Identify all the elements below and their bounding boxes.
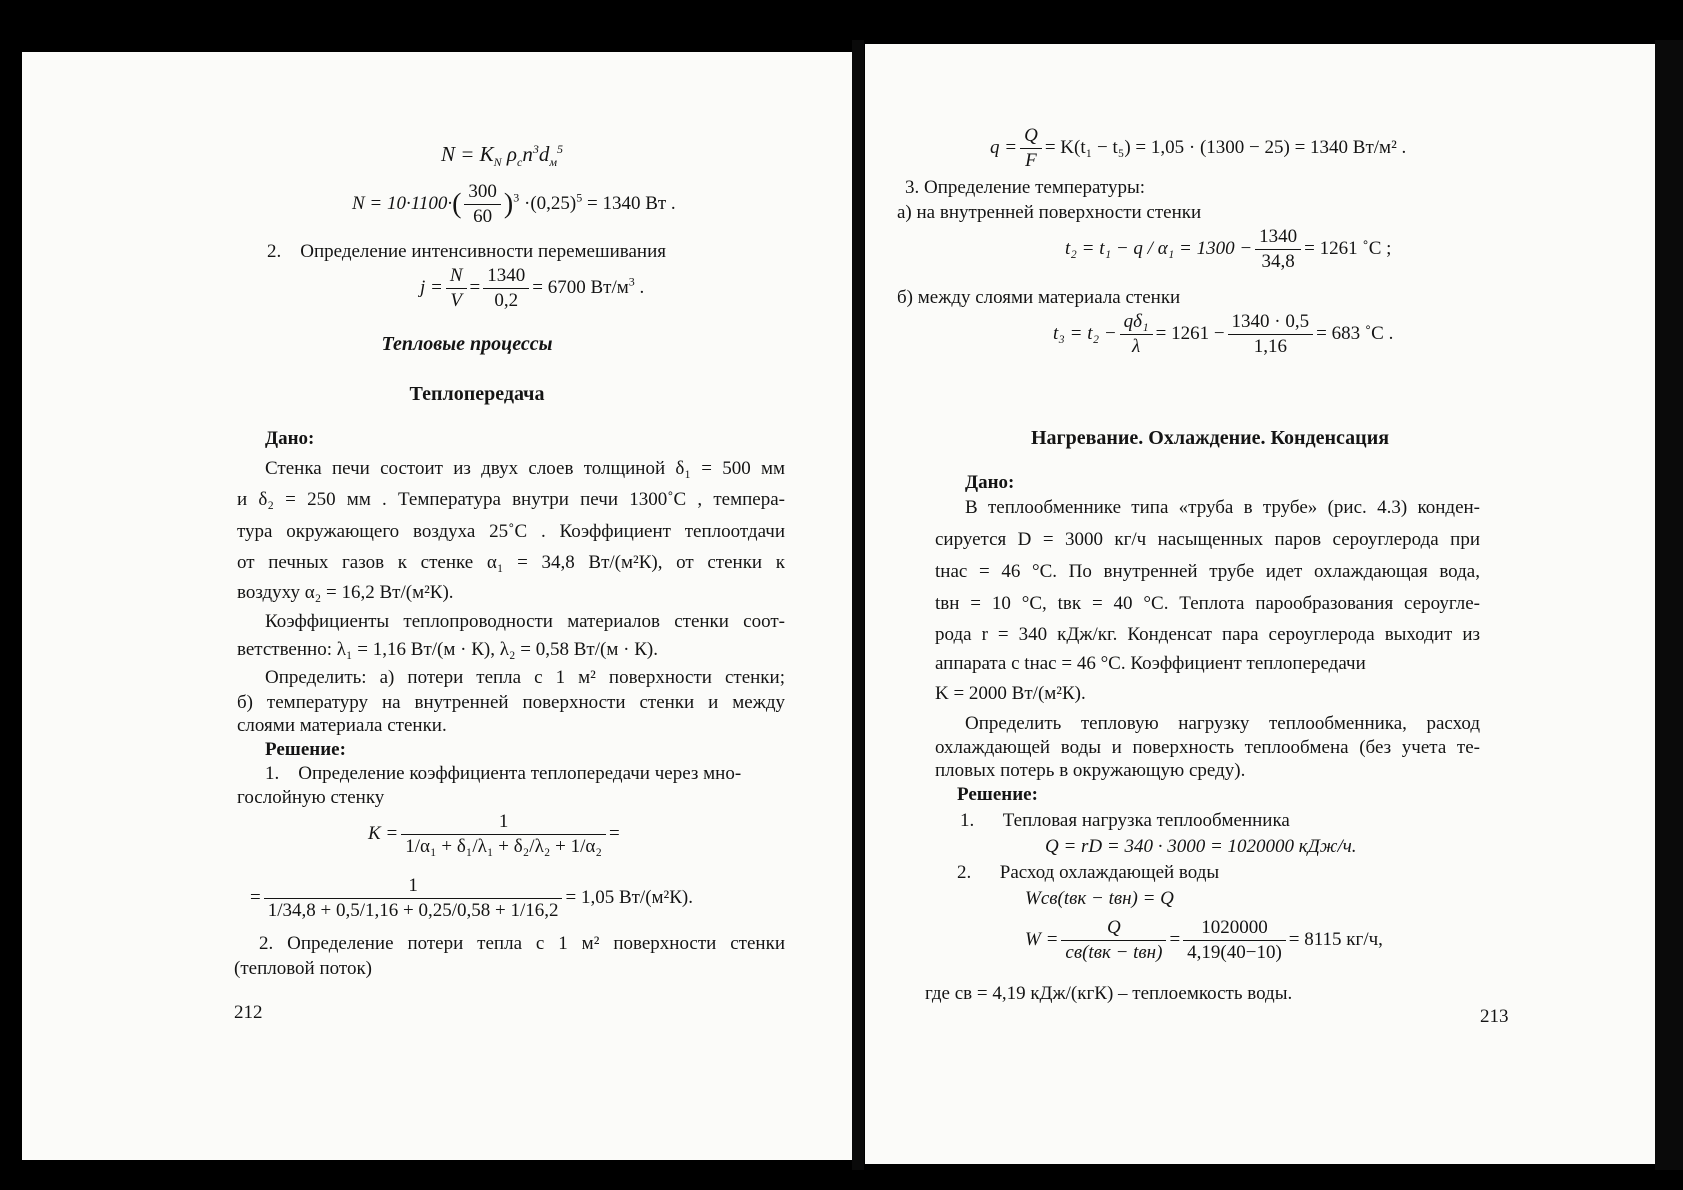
- given-line: слоями материала стенки.: [237, 715, 447, 736]
- given-line: пловых потерь в окружающую среду).: [935, 760, 1246, 781]
- formula-w2: W = $\frac{Q}{\text{cв(tвк − tвн)}}$ = $\frac{1020000}{4,19(40-10)}$ = 8115 кг/ч,: [1025, 917, 1383, 963]
- formula-t2: t₂ = t₁ − q / α₁ = 1300 − $\frac{1340}{34,8}$ = 1261 ˚С ;: [1065, 226, 1392, 272]
- given-line: тура окружающего воздуха 25˚С . Коэффициент теплоотдачи: [237, 521, 785, 542]
- formula-k2: = $\frac{1}{1/34,8 + 0,5/1,16 + 0,25/0,58 + 1/16,2}$ = 1,05 Вт/(м²К).: [250, 875, 694, 921]
- given-line: Коэффициенты теплопроводности материалов стенки соот-: [265, 611, 785, 632]
- formula-q-load: Q = rD = 340 · 3000 = 1020000 кДж/ч.: [1045, 836, 1357, 857]
- solution-step-2: 2. Определение потери тепла с 1 м² поверхности стенки: [259, 933, 785, 954]
- given-line: от печных газов к стенке α₁ = 34,8 Вт/(м²К), от стенки к: [237, 552, 785, 573]
- page-right: [865, 44, 1655, 1164]
- solution-step-1: 1. Определение коэффициента теплопередачи через мно-: [265, 763, 742, 784]
- given-line: В теплообменнике типа «труба в трубе» (рис. 4.3) конден-: [965, 497, 1480, 518]
- page-number: 212: [234, 1002, 263, 1023]
- solution-label: Решение:: [265, 739, 346, 760]
- formula-n-calc: N = 10·1100·( $\frac{300}{60}$ )$^3 \cdot(0,25)^5 = 1340$ Вт .: [352, 181, 676, 227]
- formula-n-general: $N = K_N$ $\rho_cn^3d_м^5$: [440, 142, 564, 170]
- given-label: Дано:: [265, 428, 315, 449]
- formula-k1: K = $\frac{1}{\text{1/α₁ + δ₁/λ₁ + δ₂/λ₂ + 1/α₂}}$ =: [368, 811, 620, 857]
- given-line: K = 2000 Вт/(м²К).: [935, 683, 1086, 704]
- note-heat-capacity: где cв = 4,19 кДж/(кгК) – теплоемкость воды.: [925, 983, 1293, 1004]
- given-label: Дано:: [965, 472, 1015, 493]
- given-line: tнас = 46 °С. По внутренней трубе идет охлаждающая вода,: [935, 561, 1480, 582]
- formula-q: q = $\frac{Q}{F}$ = K(t₁ − t₅) = 1,05 · (1300 − 25) = 1340 Вт/м² .: [990, 125, 1407, 171]
- given-line: сируется D = 3000 кг/ч насыщенных паров сероуглерода при: [935, 529, 1480, 550]
- formula-w1: Wcв(tвк − tвн) = Q: [1025, 888, 1174, 909]
- formula-j: j = $\frac{N}{V}$ = $\frac{1340}{0,2}$ = 6700 $Вт/м^3$ .: [420, 265, 645, 311]
- given-line: и δ₂ = 250 мм . Температура внутри печи 1300˚С , темпера-: [237, 489, 785, 510]
- step3-b: б) между слоями материала стенки: [897, 287, 1181, 308]
- section-title: Нагревание. Охлаждение. Конденсация: [1030, 427, 1390, 449]
- given-line: воздуху α₂ = 16,2 Вт/(м²К).: [237, 582, 454, 603]
- solution-label: Решение:: [957, 784, 1038, 805]
- page-number: 213: [1480, 1006, 1509, 1027]
- subsection-title: Теплопередача: [409, 383, 545, 405]
- step2-heading: 2. Определение интенсивности перемешивания: [267, 241, 666, 262]
- step3-a: а) на внутренней поверхности стенки: [897, 202, 1202, 223]
- given-line: ветственно: λ₁ = 1,16 Вт/(м · К), λ₂ = 0,58 Вт/(м · К).: [237, 639, 658, 660]
- given-line: рода r = 340 кДж/кг. Конденсат пара сероуглерода выходит из: [935, 624, 1480, 645]
- solution-step-2-cont: (тепловой поток): [234, 958, 373, 979]
- solution-step-1: 1. Тепловая нагрузка теплообменника: [960, 810, 1290, 831]
- given-line: Стенка печи состоит из двух слоев толщиной δ₁ = 500 мм: [265, 458, 785, 479]
- section-title: Тепловые процессы: [381, 333, 553, 355]
- given-line: Определить тепловую нагрузку теплообменника, расход: [965, 713, 1480, 734]
- book-gutter: [852, 40, 864, 1170]
- given-line: tвн = 10 °С, tвк = 40 °С. Теплота парообразования сероугле-: [935, 593, 1480, 614]
- solution-step-2: 2. Расход охлаждающей воды: [957, 862, 1220, 883]
- given-line: б) температуру на внутренней поверхности стенки и между: [237, 692, 785, 713]
- book-edge: [1655, 40, 1683, 1170]
- step3-heading: 3. Определение температуры:: [905, 177, 1146, 198]
- formula-t3: t₃ = t₂ − $\frac{\text{qδ₁}}{\lambda}$ = 1261 − $\frac{1340 \cdot 0,5}{1,16}$ = 683 ˚С .: [1053, 311, 1394, 357]
- given-line: охлаждающей воды и поверхность теплообмена (без учета те-: [935, 737, 1480, 758]
- page-left: [22, 52, 852, 1160]
- solution-step-1-cont: гослойную стенку: [237, 787, 385, 808]
- given-line: Определить: а) потери тепла с 1 м² поверхности стенки;: [265, 667, 785, 688]
- given-line: аппарата с tнас = 46 °С. Коэффициент теплопередачи: [935, 653, 1366, 674]
